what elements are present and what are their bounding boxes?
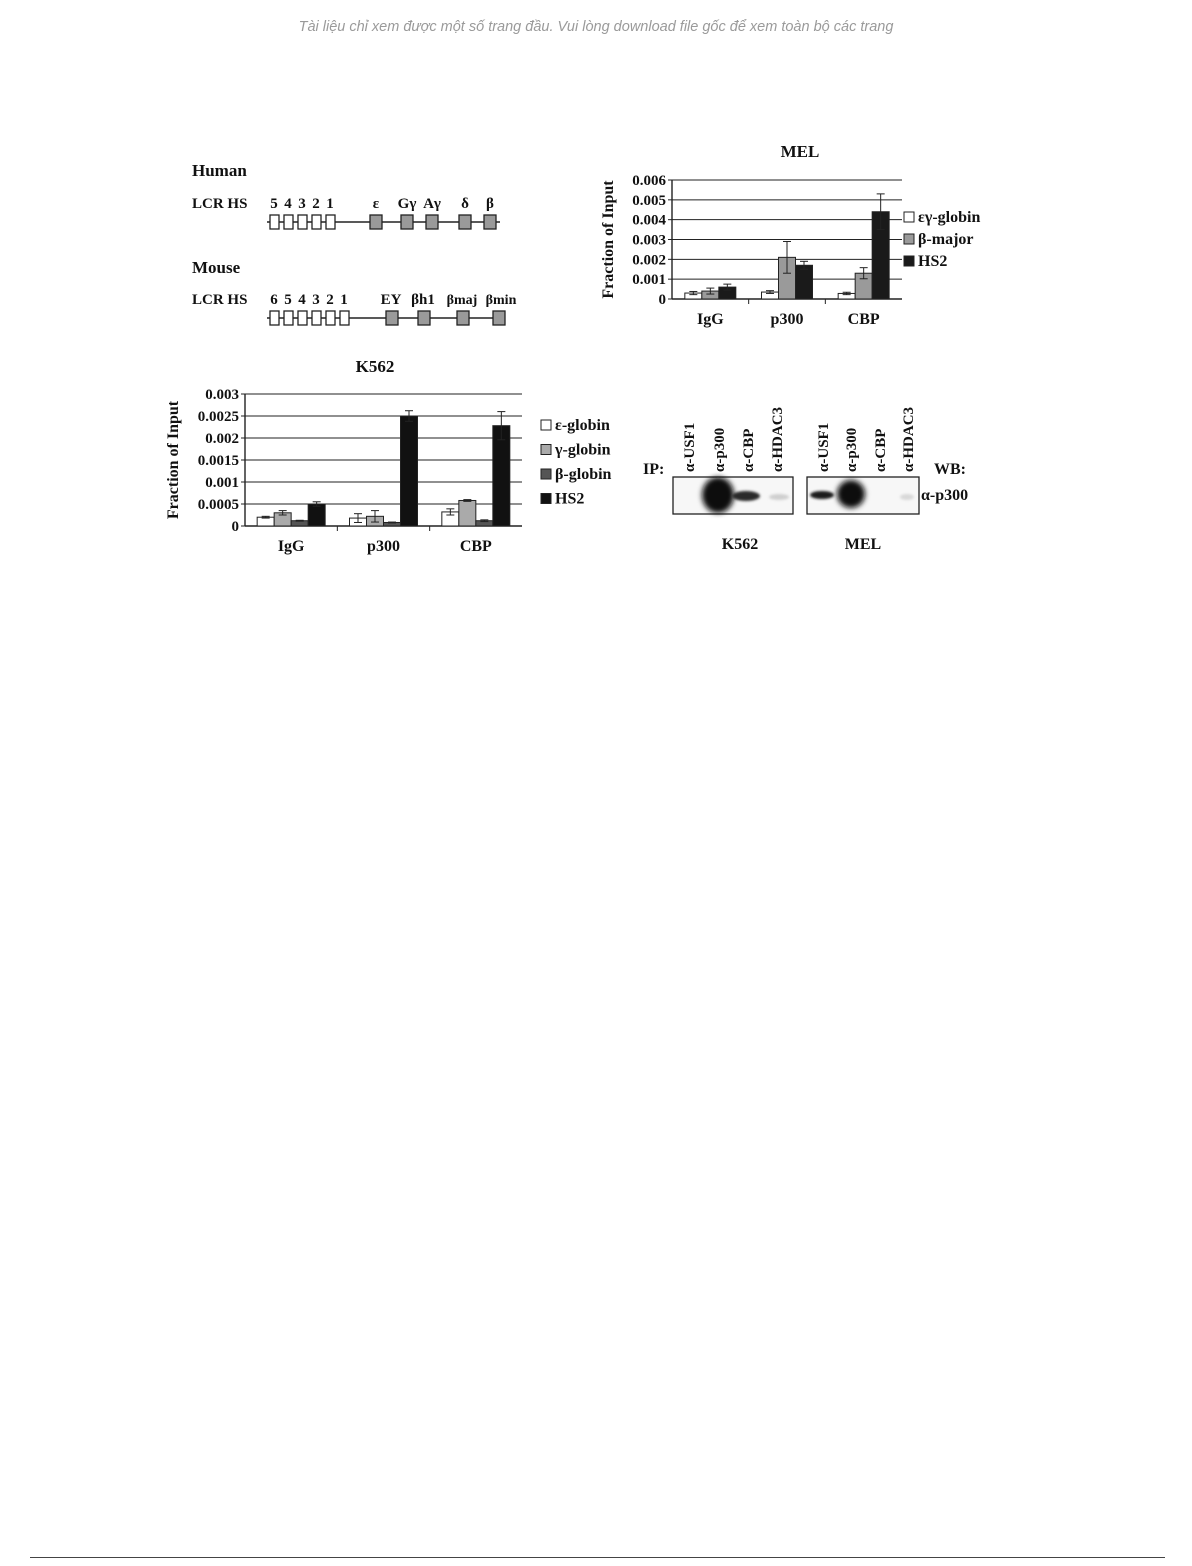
human-gene-labels xyxy=(373,196,494,212)
band-p300 xyxy=(837,480,865,508)
mouse-title: Mouse xyxy=(192,258,241,277)
lane-label: α-HDAC3 xyxy=(901,406,917,472)
chart-title: K562 xyxy=(355,357,395,376)
bar xyxy=(459,500,476,526)
legend-swatch xyxy=(904,212,914,222)
human-hs-label: 3 xyxy=(298,196,306,212)
mouse-gene-label: βh1 xyxy=(411,292,435,308)
mouse-gene-box xyxy=(457,311,469,325)
mouse-hs-box xyxy=(340,311,349,325)
k562-chart xyxy=(165,357,612,555)
human-hs-labels xyxy=(270,196,334,212)
human-title: Human xyxy=(192,161,247,180)
bar xyxy=(401,416,418,526)
lane-labels-mel xyxy=(816,407,917,472)
bar xyxy=(308,504,325,526)
legend-swatch xyxy=(541,420,551,430)
mouse-hs-label: 5 xyxy=(284,292,292,308)
legend-label: β-major xyxy=(918,231,974,248)
mouse-hs-label: 2 xyxy=(326,292,334,308)
mouse-lcr-label: LCR HS xyxy=(192,292,248,308)
y-tick-label: 0.0015 xyxy=(197,453,239,469)
legend-swatch xyxy=(541,494,551,504)
wb-label: WB: xyxy=(934,461,966,478)
blot-label-k562: K562 xyxy=(721,536,759,553)
legend-label: HS2 xyxy=(918,253,948,270)
bar xyxy=(796,265,813,299)
legend-label: β-globin xyxy=(555,466,612,483)
mouse-hs-box xyxy=(284,311,293,325)
y-tick-label: 0 xyxy=(658,292,666,308)
legend-label: γ-globin xyxy=(555,441,611,459)
human-hs-box xyxy=(326,215,335,229)
lane-label: α-USF1 xyxy=(816,422,832,472)
legend-swatch xyxy=(541,445,551,455)
x-tick-label: IgG xyxy=(696,311,724,328)
lane-label: α-p300 xyxy=(844,427,860,472)
human-hs-label: 1 xyxy=(326,196,334,212)
legend-label: HS2 xyxy=(555,490,585,508)
human-gene-label: Aγ xyxy=(423,196,441,212)
legend-label: ε-globin xyxy=(555,417,610,434)
human-hs-label: 2 xyxy=(312,196,320,212)
legend-label: εγ-globin xyxy=(918,209,981,226)
lane-label: α-p300 xyxy=(712,427,728,472)
human-hs-label: 4 xyxy=(284,196,292,212)
lane-label: α-HDAC3 xyxy=(770,406,786,472)
human-gene-box xyxy=(401,215,413,229)
mouse-gene-box xyxy=(418,311,430,325)
mouse-hs-label: 4 xyxy=(298,292,306,308)
mouse-hs-box xyxy=(312,311,321,325)
human-hs-box xyxy=(298,215,307,229)
y-tick-label: 0.003 xyxy=(632,232,666,249)
mouse-hs-box xyxy=(270,311,279,325)
human-lcr-label: LCR HS xyxy=(192,196,248,212)
y-axis-label: Fraction of Input xyxy=(165,400,182,520)
x-tick-label: p300 xyxy=(770,311,804,328)
y-tick-label: 0.006 xyxy=(632,173,666,189)
human-hs-box xyxy=(312,215,321,229)
mouse-gene-labels xyxy=(381,292,517,308)
y-tick-label: 0.002 xyxy=(632,252,666,269)
ip-label: IP: xyxy=(643,461,665,478)
lane-label: α-CBP xyxy=(873,428,889,472)
mouse-hs-box xyxy=(298,311,307,325)
mouse-hs-labels xyxy=(270,292,348,308)
y-tick-label: 0 xyxy=(231,519,239,535)
legend-swatch xyxy=(904,234,914,244)
blot-panel-mel xyxy=(807,477,919,553)
human-gene-box xyxy=(459,215,471,229)
y-tick-label: 0.001 xyxy=(632,272,666,289)
band-usf1 xyxy=(810,491,834,499)
human-gene-box xyxy=(484,215,496,229)
x-tick-label: CBP xyxy=(847,311,880,328)
human-gene-label: Gγ xyxy=(397,196,417,212)
lane-labels-k562 xyxy=(682,407,786,472)
human-hs-box xyxy=(284,215,293,229)
human-gene-label: β xyxy=(486,196,494,212)
x-tick-label: CBP xyxy=(459,538,492,555)
human-gene-box xyxy=(370,215,382,229)
band-hdac3 xyxy=(769,494,789,500)
blot-panel-k562 xyxy=(673,477,793,553)
y-tick-label: 0.004 xyxy=(632,212,666,229)
blot-label-mel: MEL xyxy=(844,536,882,553)
y-tick-label: 0.005 xyxy=(632,192,666,209)
y-tick-label: 0.002 xyxy=(205,431,239,447)
bar xyxy=(493,426,510,526)
mouse-hs-label: 3 xyxy=(312,292,320,308)
y-axis-label: Fraction of Input xyxy=(600,180,617,299)
human-gene-label: ε xyxy=(372,196,380,212)
human-gene-label: δ xyxy=(461,196,469,212)
mouse-gene-box xyxy=(386,311,398,325)
human-locus-map xyxy=(192,161,500,229)
page-bottom-rule xyxy=(30,1557,1165,1558)
mouse-gene-box xyxy=(493,311,505,325)
lane-label: α-USF1 xyxy=(682,422,698,472)
legend-swatch xyxy=(541,469,551,479)
band-hdac3 xyxy=(900,494,914,500)
y-tick-label: 0.001 xyxy=(205,475,239,491)
human-hs-box xyxy=(270,215,279,229)
band-cbp xyxy=(732,491,760,501)
mouse-hs-label: 6 xyxy=(270,292,278,308)
legend-swatch xyxy=(904,256,914,266)
y-tick-label: 0.0005 xyxy=(197,497,239,513)
preview-banner: Tài liệu chỉ xem được một số trang đầu. Vui lòng download file gốc để xem toàn bộ các trang xyxy=(298,19,894,35)
human-hs-label: 5 xyxy=(270,196,278,212)
x-tick-label: p300 xyxy=(367,538,400,555)
human-gene-box xyxy=(426,215,438,229)
western-blot xyxy=(643,407,968,553)
mouse-hs-label: 1 xyxy=(340,292,348,308)
mouse-gene-label: EY xyxy=(380,292,402,308)
mouse-locus-map xyxy=(192,258,517,325)
y-tick-label: 0.0025 xyxy=(197,409,239,425)
chart-title: MEL xyxy=(780,142,820,161)
mel-chart xyxy=(600,142,980,328)
mouse-hs-box xyxy=(326,311,335,325)
y-tick-label: 0.003 xyxy=(205,387,239,403)
wb-antibody-label: α-p300 xyxy=(921,487,969,504)
x-tick-label: IgG xyxy=(277,538,305,555)
lane-label: α-CBP xyxy=(741,428,757,472)
mouse-gene-label: βmin xyxy=(485,293,517,308)
band-p300 xyxy=(702,477,734,513)
mouse-gene-label: βmaj xyxy=(446,293,478,308)
